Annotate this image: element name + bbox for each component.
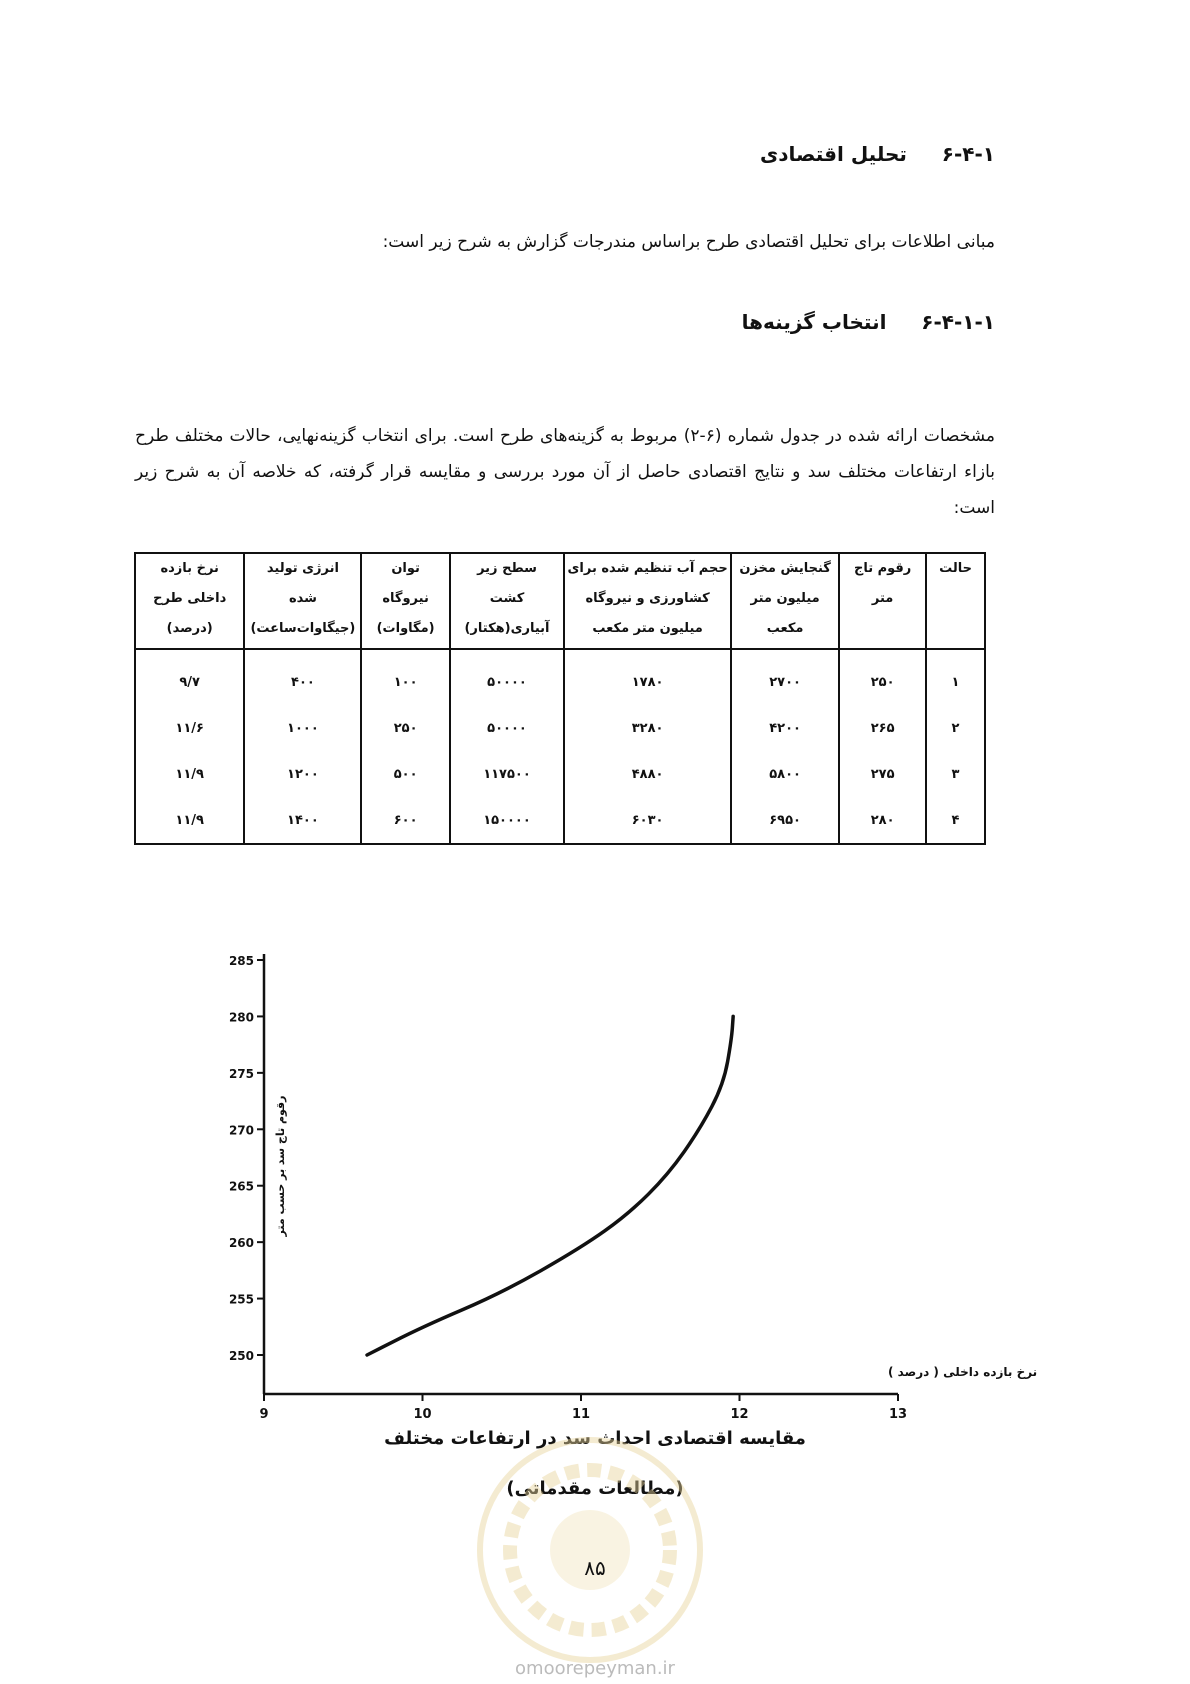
table-cell: ۱۷۸۰: [564, 649, 731, 705]
table-cell: ۳: [926, 751, 985, 797]
header-line: توان: [391, 561, 420, 576]
table-cell: ۴۲۰۰: [731, 705, 839, 751]
chart-series: [367, 1016, 733, 1355]
header-line: (مگاوات): [376, 621, 435, 636]
table-cell: ۱۰۰: [361, 649, 449, 705]
table-cell: ۵۰۰۰۰: [450, 649, 564, 705]
x-tick-label: 11: [571, 1407, 591, 1422]
table-cell: ۲۷۵: [839, 751, 926, 797]
table-cell: ۶۹۵۰: [731, 797, 839, 844]
table-cell: ۱۱/۹: [135, 797, 244, 844]
y-tick-label: 275: [228, 1066, 254, 1081]
y-tick-label: 255: [228, 1292, 254, 1307]
y-tick-label: 270: [228, 1123, 254, 1138]
table-cell: ۱۱/۹: [135, 751, 244, 797]
header-line: شده: [288, 591, 317, 606]
section-title: تحلیل اقتصادی: [759, 142, 907, 166]
header-line: میلیون متر: [750, 591, 820, 606]
table-cell: ۲۵۰: [839, 649, 926, 705]
table-cell: ۱۰۰۰: [244, 705, 361, 751]
table-cell: ۱: [926, 649, 985, 705]
y-tick-label: 260: [228, 1236, 254, 1251]
table-cell: ۲۸۰: [839, 797, 926, 844]
x-axis-title: نرخ بازده داخلی ( درصد ): [888, 1365, 1038, 1379]
table-cell: ۱۲۰۰: [244, 751, 361, 797]
header-line: مکعب: [766, 621, 804, 636]
table-cell: ۳۲۸۰: [564, 705, 731, 751]
y-tick-label: 265: [228, 1179, 254, 1194]
table-cell: ۴۰۰: [244, 649, 361, 705]
header-line: داخلی طرح: [153, 591, 227, 606]
header-line: سطح زیر: [477, 561, 537, 576]
chart-labels: [274, 1096, 1037, 1379]
header-line: گنجایش مخزن: [739, 561, 831, 576]
x-tick-label: 10: [413, 1407, 432, 1422]
header-line: نیروگاه: [382, 591, 429, 606]
chart-caption-title: مقایسه اقتصادی احداث سد در ارتفاعات مختلف: [384, 1428, 806, 1449]
header-line: میلیون متر مکعب: [592, 621, 703, 636]
y-tick-label: 280: [228, 1010, 254, 1025]
table-cell: ۵۰۰: [361, 751, 449, 797]
intro-paragraph: مبانی اطلاعات برای تحلیل اقتصادی طرح براساس مندرجات گزارش به شرح زیر است:: [382, 232, 995, 252]
header-line: آبیاری(هکتار): [464, 621, 550, 636]
chart-caption-subtitle: (مطالعات مقدماتی): [506, 1478, 684, 1499]
header-line: (درصد): [166, 621, 213, 636]
table-cell: ۱۱/۶: [135, 705, 244, 751]
y-axis-title: رقوم تاج سد بر حسب متر: [274, 1095, 287, 1237]
table-cell: ۲: [926, 705, 985, 751]
table-cell: ۶۰۳۰: [564, 797, 731, 844]
table-cell: ۱۱۷۵۰۰: [450, 751, 564, 797]
subsection-title: انتخاب گزینه‌ها: [741, 310, 887, 334]
header-line: حجم آب تنظیم شده برای: [567, 561, 728, 576]
x-tick-label: 9: [259, 1407, 269, 1422]
table-cell: ۵۸۰۰: [731, 751, 839, 797]
table-cell: ۲۷۰۰: [731, 649, 839, 705]
body-paragraph: مشخصات ارائه شده در جدول شماره (۶-۲) مربوط به گزینه‌های طرح است. برای انتخاب گزینه‌نهایی، حالات مختلف طرح بازاء ارتفاعات مختلف سد و نتایج اقتصادی حاصل از آن مورد بررسی و مقایسه قرار گرفته، که خلاصه آن به شرح زیر است:: [135, 426, 995, 518]
header-line: نرخ بازده: [160, 561, 219, 576]
header-line: حالت: [939, 561, 972, 576]
header-line: (جیگاوات‌ساعت): [250, 621, 356, 636]
subsection-number: ۶-۴-۱-۱: [921, 310, 995, 334]
header-line: کشاورزی و نیروگاه: [585, 591, 710, 606]
series-line-0: [367, 1016, 733, 1355]
header-line: متر: [871, 591, 894, 606]
chart-ticks: [229, 954, 907, 1422]
table-cell: ۹/۷: [135, 649, 244, 705]
y-tick-label: 250: [228, 1349, 254, 1363]
watermark-url: omoorepeyman.ir: [515, 1658, 675, 1679]
table-cell: ۵۰۰۰۰: [450, 705, 564, 751]
table-cell: ۲۵۰: [361, 705, 449, 751]
section-number: ۶-۴-۱: [941, 142, 995, 166]
watermark-seal-icon: [470, 1430, 710, 1670]
table-cell: ۴: [926, 797, 985, 844]
table-cell: ۴۸۸۰: [564, 751, 731, 797]
header-line: انرژی تولید: [266, 561, 339, 576]
x-tick-label: 12: [730, 1407, 749, 1422]
page-number: ۸۵: [584, 1556, 606, 1580]
chart-axes: [264, 954, 898, 1394]
table-cell: ۱۴۰۰: [244, 797, 361, 844]
table-cell: ۱۵۰۰۰۰: [450, 797, 564, 844]
table-cell: ۶۰۰: [361, 797, 449, 844]
y-tick-label: 285: [228, 954, 254, 968]
header-line: کشت: [489, 591, 525, 606]
header-line: رقوم تاج: [853, 561, 912, 576]
table-cell: ۲۶۵: [839, 705, 926, 751]
x-tick-label: 13: [888, 1407, 908, 1422]
